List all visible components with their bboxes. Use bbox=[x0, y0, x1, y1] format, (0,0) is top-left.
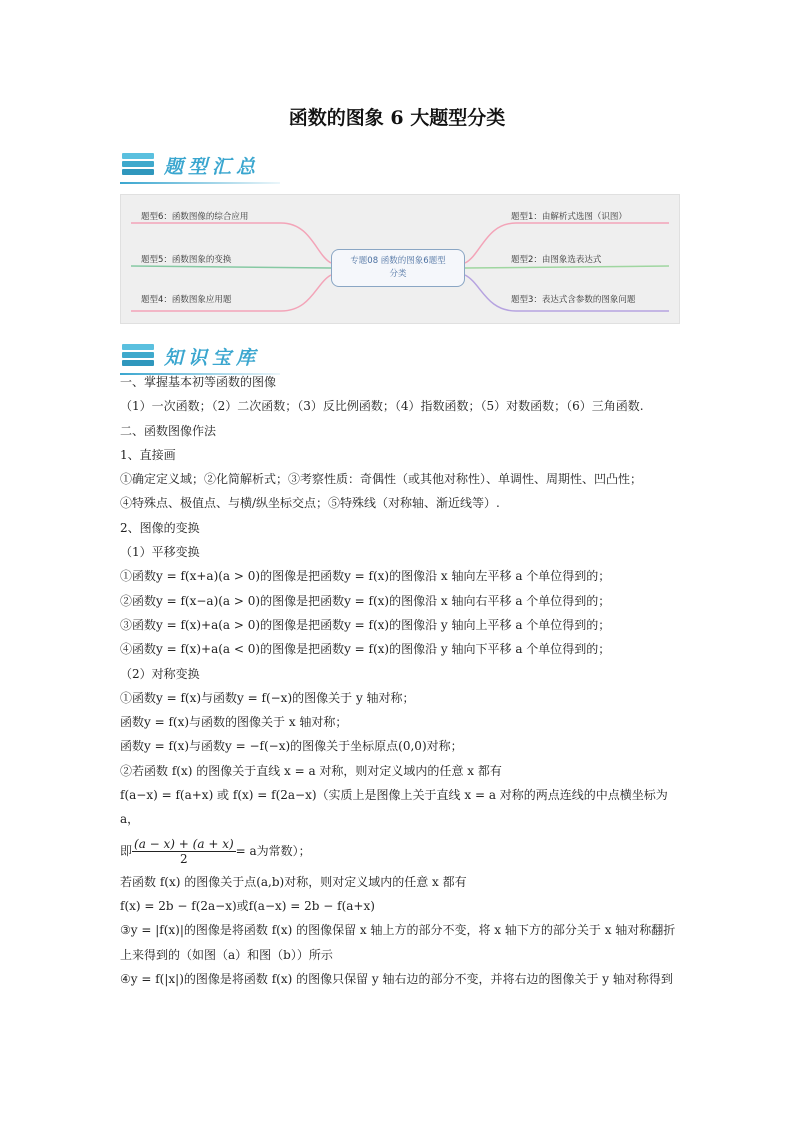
mindmap-node: 题型1：由解析式选图（识图） bbox=[511, 212, 627, 222]
text-line: f(a−x) = f(a+x) 或 f(x) = f(2a−x)（实质上是图像上关于直线 x = a 对称的两点连线的中点横坐标为 bbox=[120, 788, 668, 803]
text-line: a， bbox=[120, 812, 140, 827]
fraction: $\frac{(a - x) + (a + x)}{2}$ bbox=[134, 836, 234, 866]
text-line: f(x) = 2b − f(2a−x)或f(a−x) = 2b − f(a+x) bbox=[120, 898, 375, 913]
books-icon bbox=[120, 341, 156, 371]
text-line: 二、函数图像作法 bbox=[120, 423, 217, 438]
mindmap-node: 题型5：函数图象的变换 bbox=[141, 255, 232, 265]
text-line: ①确定定义域；②化简解析式；③考察性质：奇偶性（或其他对称性）、单调性、周期性、凹凸性； bbox=[120, 472, 643, 487]
mindmap-node: 题型2：由图象选表达式 bbox=[511, 255, 602, 265]
banner-label: 题型汇总 bbox=[164, 155, 261, 178]
document-body bbox=[120, 370, 680, 991]
text-line: ④函数y = f(x)+a(a < 0)的图像是把函数y = f(x)的图像沿 y 轴向下平移 a 个单位得到的； bbox=[120, 642, 611, 657]
mindmap-node: 题型3：表达式含参数的图象问题 bbox=[511, 295, 636, 305]
text-line: 一、掌握基本初等函数的图像 bbox=[120, 375, 277, 389]
text-line: （1）平移变换 bbox=[120, 545, 200, 560]
text-line: （2）对称变换 bbox=[120, 666, 200, 681]
text-line: ③函数y = f(x)+a(a > 0)的图像是把函数y = f(x)的图像沿 y 轴向上平移 a 个单位得到的； bbox=[120, 617, 611, 632]
text-line: ②若函数 f(x) 的图像关于直线 x = a 对称，则对定义域内的任意 x 都有 bbox=[120, 763, 502, 778]
text-line: ③y = |f(x)|的图像是将函数 f(x) 的图像保留 x 轴上方的部分不变，将 x 轴下方的部分关于 x 轴对称翻折 bbox=[120, 923, 676, 938]
text-line: ②函数y = f(x−a)(a > 0)的图像是把函数y = f(x)的图像沿 x 轴向右平移 a 个单位得到的； bbox=[120, 593, 611, 608]
text-line: ①函数y = f(x)与函数y = f(−x)的图像关于 y 轴对称； bbox=[120, 690, 415, 705]
text-line: 1、直接画 bbox=[120, 447, 176, 462]
books-icon bbox=[120, 150, 156, 180]
text-line: 若函数 f(x) 的图像关于点(a,b)对称，则对定义域内的任意 x 都有 bbox=[120, 874, 467, 889]
mindmap-center-node: 专题08 函数的图象6题型 分类 bbox=[331, 249, 465, 287]
section-banner-summary bbox=[120, 148, 260, 182]
text-line: ④y = f(|x|)的图像是将函数 f(x) 的图像只保留 y 轴右边的部分不变，并将右边的图像关于 y 轴对称得到 bbox=[120, 971, 673, 986]
section-banner-knowledge bbox=[120, 339, 260, 373]
text-line: 函数y = f(x)与函数y = −f(−x)的图像关于坐标原点(0,0)对称； bbox=[120, 739, 463, 754]
text-line: ④特殊点、极值点、与横/纵坐标交点；⑤特殊线（对称轴、渐近线等）. bbox=[120, 496, 500, 511]
text-line: 上来得到的（如图（a）和图（b））所示 bbox=[120, 947, 333, 962]
banner-label: 知识宝库 bbox=[164, 346, 261, 369]
text-line: 函数y = f(x)与函数的图像关于 x 轴对称； bbox=[120, 715, 348, 730]
fraction-line: 即 $\frac{(a - x) + (a + x)}{2}$ = a为常数）； bbox=[120, 836, 311, 866]
mind-map bbox=[120, 194, 680, 324]
text-line: 2、图像的变换 bbox=[120, 520, 200, 535]
page-title: 函数的图象 6 大题型分类 bbox=[288, 107, 506, 129]
mindmap-node: 题型6：函数图像的综合应用 bbox=[141, 212, 249, 222]
text-line: ①函数y = f(x+a)(a > 0)的图像是把函数y = f(x)的图像沿 x 轴向左平移 a 个单位得到的； bbox=[120, 569, 611, 584]
mindmap-node: 题型4：函数图象应用题 bbox=[141, 295, 232, 305]
text-line: （1）一次函数；（2）二次函数；（3）反比例函数；（4）指数函数；（5）对数函数；（6）三角函数. bbox=[120, 399, 644, 414]
